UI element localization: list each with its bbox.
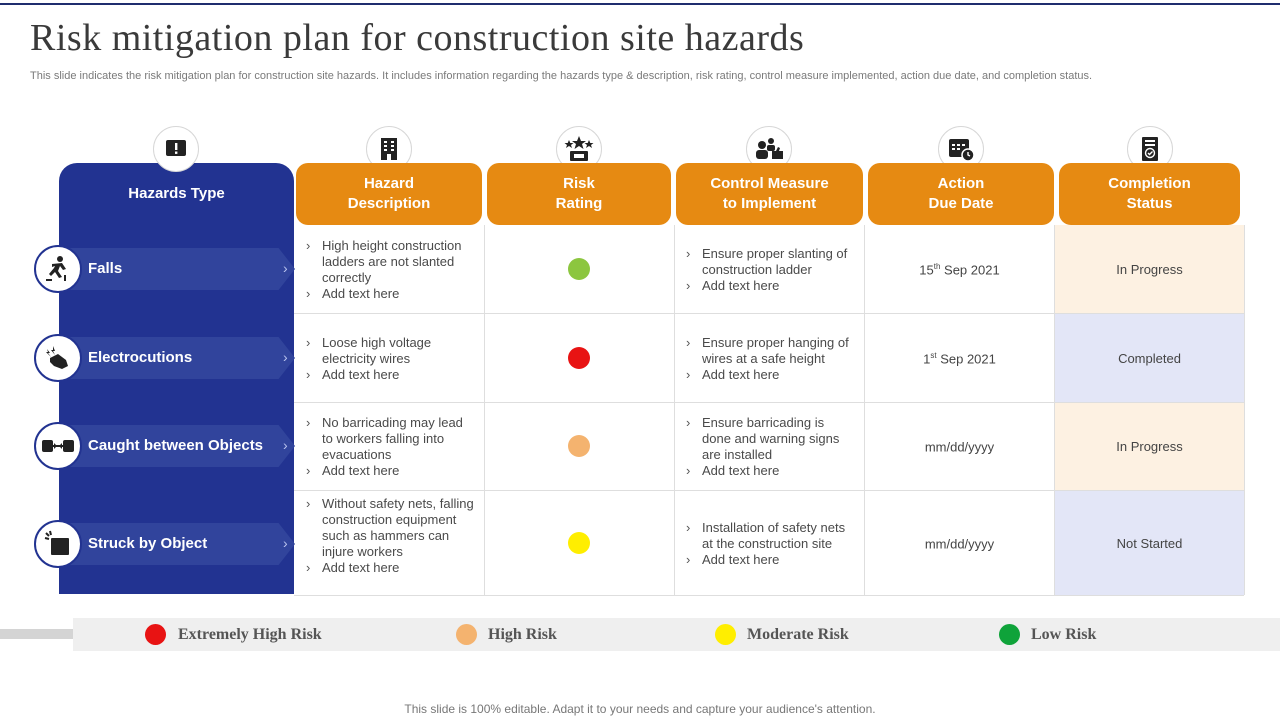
completion-status: In Progress bbox=[1116, 262, 1183, 277]
list-item: › Add text here bbox=[304, 560, 474, 576]
risk-dot-extremely-high bbox=[568, 347, 590, 369]
page-subtitle: This slide indicates the risk mitigation plan for construction site hazards. It includes information regarding the hazards type & description, risk rating, control measure implemented, action due date, and completion status. bbox=[30, 70, 1093, 82]
falling-box-icon bbox=[34, 520, 82, 568]
row-divider bbox=[294, 402, 1244, 403]
control-measure-cell bbox=[684, 246, 856, 294]
header-risk-rating: Risk Rating bbox=[487, 163, 671, 225]
due-date: 15th Sep 2021 bbox=[919, 262, 1000, 278]
hazard-label: Electrocutions bbox=[88, 349, 193, 366]
control-measure-cell bbox=[684, 415, 856, 479]
risk-dot-low bbox=[568, 258, 590, 280]
falling-person-icon bbox=[34, 245, 82, 293]
footer-note: This slide is 100% editable. Adapt it to your needs and capture your audience's attention. bbox=[404, 702, 876, 716]
column-divider bbox=[1244, 225, 1245, 595]
due-date: mm/dd/yyyy bbox=[924, 439, 995, 455]
list-item: › Add text here bbox=[684, 463, 856, 479]
hazard-label: Struck by Object bbox=[88, 535, 208, 552]
control-measure-cell bbox=[684, 520, 856, 568]
hazard-description-cell bbox=[304, 238, 474, 302]
header-completion-status: Completion Status bbox=[1059, 163, 1240, 225]
row-divider bbox=[294, 490, 1244, 491]
list-item: › Add text here bbox=[684, 278, 856, 294]
column-divider bbox=[484, 225, 485, 595]
hazard-description-cell bbox=[304, 496, 474, 576]
legend-dot-extremely-high bbox=[145, 624, 166, 645]
hazards-type-header: Hazards Type bbox=[128, 184, 225, 202]
pinch-objects-icon bbox=[34, 422, 82, 470]
header-action-due-date: Action Due Date bbox=[868, 163, 1054, 225]
risk-dot-high bbox=[568, 435, 590, 457]
hazard-description-cell bbox=[304, 415, 474, 479]
row-divider bbox=[294, 313, 1244, 314]
header-control-measure: Control Measure to Implement bbox=[676, 163, 863, 225]
legend-label-moderate: Moderate Risk bbox=[747, 626, 849, 643]
list-item: › Ensure barricading is done and warning signs are installed bbox=[684, 415, 856, 463]
list-item: › Ensure proper slanting of construction ladder bbox=[684, 246, 856, 278]
list-item: › Ensure proper hanging of wires at a safe height bbox=[684, 335, 856, 367]
legend-dot-high bbox=[456, 624, 477, 645]
chevron-right-icon: › bbox=[283, 437, 288, 453]
hazard-description-cell bbox=[304, 335, 474, 383]
chevron-right-icon: › bbox=[283, 260, 288, 276]
row-divider bbox=[294, 595, 1244, 596]
due-date: mm/dd/yyyy bbox=[924, 536, 995, 552]
legend-label-extremely-high: Extremely High Risk bbox=[178, 626, 322, 643]
page-title: Risk mitigation plan for construction site hazards bbox=[30, 17, 805, 59]
list-item: › Loose high voltage electricity wires bbox=[304, 335, 474, 367]
completion-status: In Progress bbox=[1116, 439, 1183, 454]
top-rule bbox=[0, 3, 1280, 5]
list-item: › Add text here bbox=[684, 367, 856, 383]
legend-dot-moderate bbox=[715, 624, 736, 645]
list-item: › Installation of safety nets at the construction site bbox=[684, 520, 856, 552]
hazard-label: Caught between Objects bbox=[88, 437, 264, 454]
list-item: › Add text here bbox=[304, 367, 474, 383]
header-hazard-description: Hazard Description bbox=[296, 163, 482, 225]
chevron-right-icon: › bbox=[283, 349, 288, 365]
list-item: › Add text here bbox=[304, 286, 474, 302]
hazard-label: Falls bbox=[88, 260, 123, 277]
completion-status: Completed bbox=[1118, 351, 1181, 366]
column-divider bbox=[674, 225, 675, 595]
list-item: › No barricading may lead to workers falling into evacuations bbox=[304, 415, 474, 463]
legend-accent-bar bbox=[0, 629, 73, 639]
legend-label-high: High Risk bbox=[488, 626, 557, 643]
electric-shock-hand-icon bbox=[34, 334, 82, 382]
completion-status: Not Started bbox=[1116, 536, 1183, 551]
control-measure-cell bbox=[684, 335, 856, 383]
due-date: 1st Sep 2021 bbox=[923, 351, 996, 367]
legend-dot-low bbox=[999, 624, 1020, 645]
warning-sign-icon bbox=[153, 126, 199, 172]
list-item: › Add text here bbox=[304, 463, 474, 479]
legend-label-low: Low Risk bbox=[1031, 626, 1097, 643]
list-item: › Add text here bbox=[684, 552, 856, 568]
list-item: › Without safety nets, falling construction equipment such as hammers can injure workers bbox=[304, 496, 474, 560]
chevron-right-icon: › bbox=[283, 535, 288, 551]
list-item: › High height construction ladders are not slanted correctly bbox=[304, 238, 474, 286]
risk-dot-moderate bbox=[568, 532, 590, 554]
